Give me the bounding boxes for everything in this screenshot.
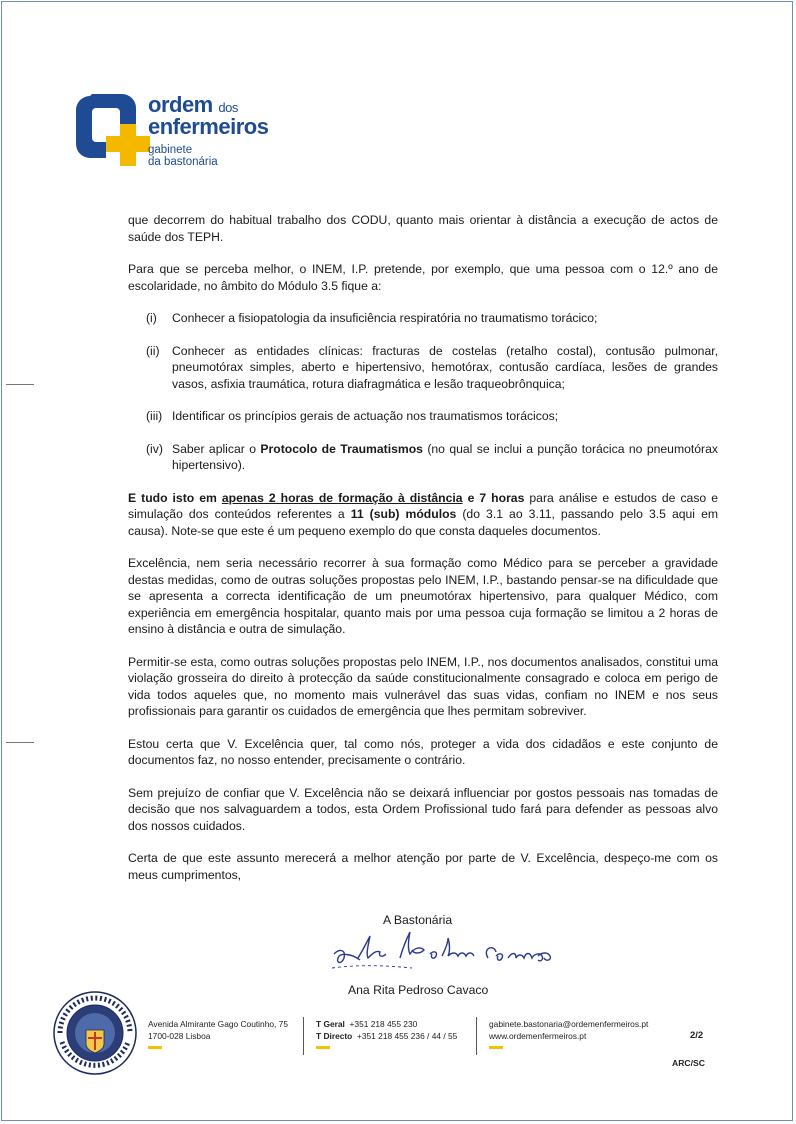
paragraph: Permitir-se esta, como outras soluções propostas pelo INEM, I.P., nos documentos analisados, constitui uma violação grosseira do direito à protecção da saúde constitucionalmente consagrado e coloca em perigo de vida todos aqueles que, no momento mais vulnerável das suas vidas, confiam no INEM e nos seus profissionais para garantir os cuidados de emergência que lhes permitam sobreviver. xyxy=(128,654,718,718)
list-item: (i) Conhecer a fisiopatologia da insuficiência respiratória no traumatismo torácico; xyxy=(146,311,598,325)
list-item: (iv) Saber aplicar o Protocolo de Traumatismos (no qual se inclui a punção torácica no pneumotórax hipertensivo). xyxy=(146,441,718,472)
page-number: 2/2 xyxy=(690,1030,704,1041)
footer-phones: T Geral +351 218 455 230 T Directo +351 218 455 236 / 44 / 55 xyxy=(316,1018,457,1049)
email-link[interactable]: gabinete.bastonaria@ordemenfermeiros.pt xyxy=(489,1019,649,1029)
reference-code: ARC/SC xyxy=(672,1058,705,1068)
paragraph: Estou certa que V. Excelência quer, tal como nós, proteger a vida dos cidadãos e este conjunto de documentos faz, no nosso entender, precisamente o contrário. xyxy=(128,736,718,767)
footer-contacts xyxy=(489,1018,648,1049)
paragraph: Para que se perceba melhor, o INEM, I.P. pretende, por exemplo, que uma pessoa com o 12.º ano de escolaridade, no âmbito do Módulo 3.5 fique a: xyxy=(128,262,718,293)
margin-mark xyxy=(6,384,34,385)
list-item: (iii) Identificar os princípios gerais de actuação nos traumatismos torácicos; xyxy=(146,409,559,423)
paragraph: que decorrem do habitual trabalho dos CODU, quanto mais orientar à distância a execução de actos de saúde dos TEPH. xyxy=(128,213,718,244)
divider xyxy=(303,1017,304,1055)
margin-mark xyxy=(6,742,34,743)
list-item: (ii) Conhecer as entidades clínicas: fracturas de costelas (retalho costal), contusão pulmonar, pneumotórax simples, aberto e hipertensivo, hemotórax, contusão cardíaca, lesões de grandes vasos, asfixia traumática, rotura diafragmática e lesão traqueobrônquica; xyxy=(146,343,718,391)
paragraph: Excelência, nem seria necessário recorrer à sua formação como Médico para se perceber a gravidade destas medidas, como de outras soluções propostas pelo INEM, I.P., bastando pensar-se na dificuldade que se apresenta a correcta identificação de um pneumotórax hipertensivo, para qualquer Médico, com experiência em emergência hospitalar, quanto mais por uma pessoa cuja formação se limitou a 2 horas de ensino à distância e outra de simulação. xyxy=(128,556,718,636)
accent-dash xyxy=(316,1046,330,1049)
paragraph-emphasis: E tudo isto em apenas 2 horas de formação à distância e 7 horas para análise e estudos de caso e simulação dos conteúdos referentes a 11 (sub) módulos (do 3.1 ao 3.11, passando pelo 3.5 aqui em causa). Note-se que este é um pequeno exemplo do que consta daqueles documentos. xyxy=(128,490,718,538)
signatory-name: Ana Rita Pedroso Cavaco xyxy=(348,983,489,997)
logo-wordmark: ordem dos enfermeiros gabinete da bastonária xyxy=(148,92,269,168)
ordem-seal-icon xyxy=(52,990,138,1076)
paragraph: Certa de que este assunto merecerá a melhor atenção por parte de V. Excelência, despeço-me com os meus cumprimentos, xyxy=(128,851,718,882)
signature-title: A Bastonária xyxy=(383,913,453,927)
accent-dash xyxy=(489,1046,503,1049)
letter-body xyxy=(128,212,718,899)
accent-dash xyxy=(148,1046,162,1049)
paragraph: Sem prejuízo de confiar que V. Excelência não se deixará influenciar por gostos pessoais nas tomadas de decisão que nos salvaguardem a todos, esta Ordem Profissional tudo fará para defender as pessoas alvo dos nossos cuidados. xyxy=(128,785,718,833)
website-link[interactable]: www.ordemenfermeiros.pt xyxy=(489,1031,587,1041)
footer-address: Avenida Almirante Gago Coutinho, 75 1700-028 Lisboa xyxy=(148,1018,288,1049)
divider xyxy=(476,1017,477,1055)
handwritten-signature-icon xyxy=(328,928,568,978)
